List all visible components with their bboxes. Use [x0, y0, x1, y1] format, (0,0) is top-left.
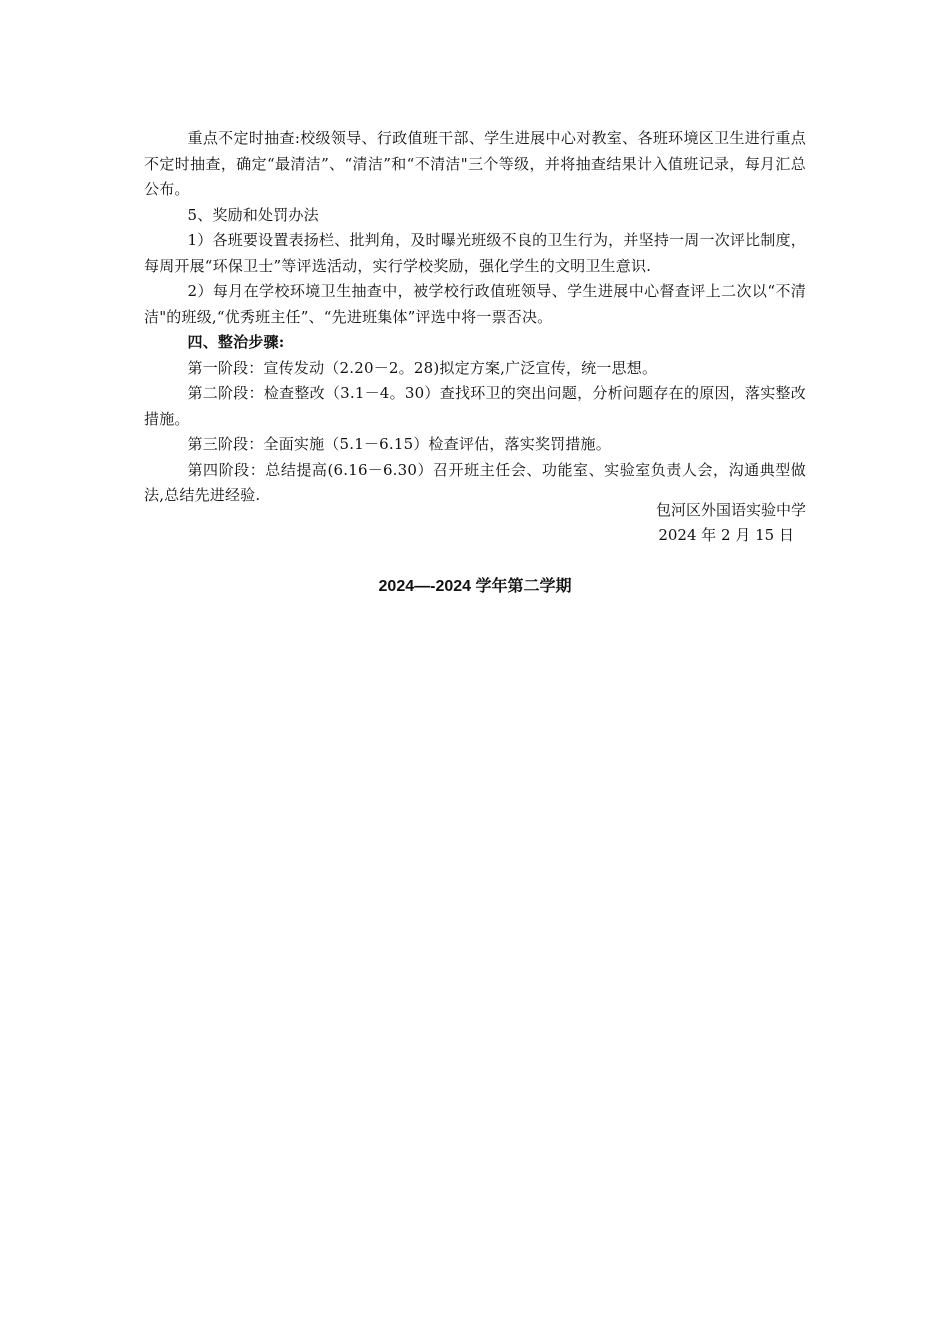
- paragraph-reward-1: 1）各班要设置表扬栏、批判角，及时曝光班级不良的卫生行为，并坚持一周一次评比制度，每周开展“环保卫士”等评选活动，实行学校奖励，强化学生的文明卫生意识.: [144, 231, 806, 275]
- paragraph-stage-1: 第一阶段：宣传发动（2.20－2。28)拟定方案,广泛宣传，统一思想。: [187, 358, 658, 377]
- section-heading-steps: 四、整治步骤:: [187, 333, 285, 351]
- paragraph-stage-2: 第二阶段：检查整改（3.1－4。30）查找环卫的突出问题，分析问题存在的原因，落实整改措施。: [144, 384, 806, 428]
- signature-organization: 包河区外国语实验中学: [655, 501, 806, 519]
- paragraph-stage-3: 第三阶段：全面实施（5.1－6.15）检查评估，落实奖罚措施。: [187, 435, 611, 453]
- signature-date: 2024 年 2 月 15 日: [658, 526, 794, 544]
- paragraph-reward-title: 5、奖励和处罚办法: [187, 205, 319, 224]
- paragraph-inspection: 重点不定时抽查:校级领导、行政值班干部、学生进展中心对教室、各班环境区卫生进行重点不定时抽查，确定“最清洁”、“清洁”和“不清洁"三个等级，并将抽查结果计入值班记录，每月汇总公布。: [144, 129, 806, 198]
- paragraph-stage-4: 第四阶段：总结提高(6.16－6.30）召开班主任会、功能室、实验室负责人会，沟通典型做法,总结先进经验.: [144, 460, 806, 504]
- semester-heading: 2024—-2024 学年第二学期: [378, 578, 572, 595]
- document-body: [144, 126, 806, 509]
- paragraph-reward-2: 2）每月在学校环境卫生抽查中，被学校行政值班领导、学生进展中心督查评上二次以“不清洁"的班级,“优秀班主任”、“先进班集体”评选中将一票否决。: [144, 282, 806, 326]
